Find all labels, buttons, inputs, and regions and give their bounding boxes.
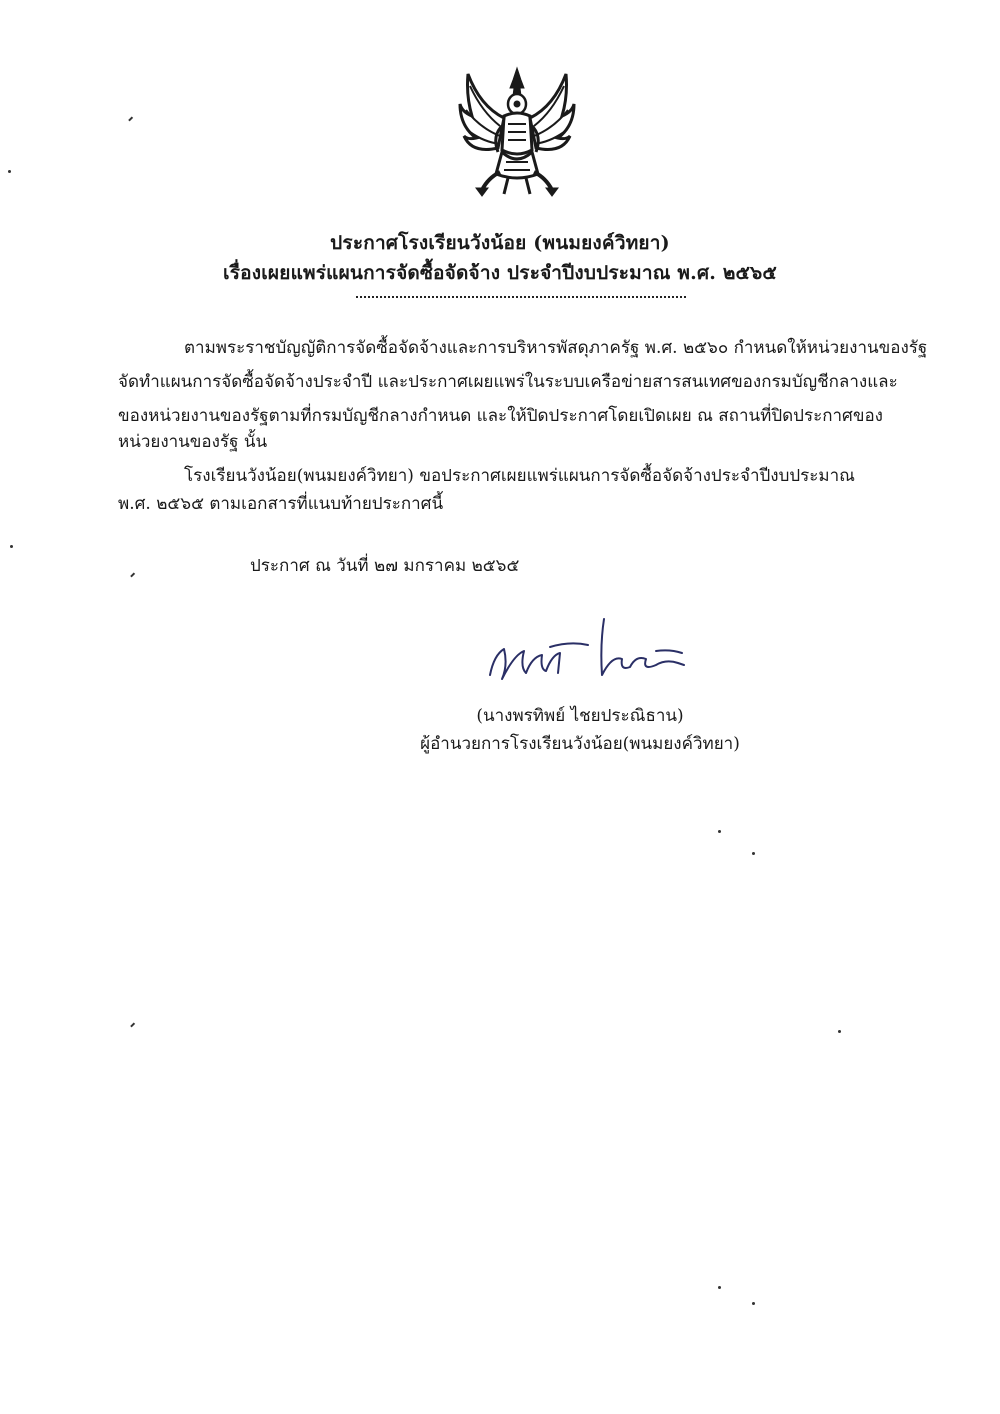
scan-speck [718,1286,721,1289]
announcement-subject: เรื่องเผยแพร่แผนการจัดซื้อจัดจ้าง ประจำปีงบประมาณ พ.ศ. ๒๕๖๕ [223,262,777,284]
handwritten-signature [480,615,695,690]
scan-speck [718,830,721,833]
paragraph-1-line-2: จัดทำแผนการจัดซื้อจัดจ้างประจำปี และประกาศเผยแพร่ในระบบเครือข่ายสารสนเทศของกรมบัญชีกลางและ [118,372,898,392]
paragraph-1-line-3: ของหน่วยงานของรัฐตามที่กรมบัญชีกลางกำหนด และให้ปิดประกาศโดยเปิดเผย ณ สถานที่ปิดประกาศของ [118,406,883,426]
scan-speck [8,170,11,173]
scan-speck [10,545,13,548]
scan-speck [130,572,135,577]
signer-position: ผู้อำนวยการโรงเรียนวังน้อย(พนมยงค์วิทยา) [420,734,740,754]
scan-speck [752,1302,755,1305]
scan-speck [838,1030,841,1033]
announcement-title: ประกาศโรงเรียนวังน้อย (พนมยงค์วิทยา) [330,232,670,254]
paragraph-2-line-1: โรงเรียนวังน้อย(พนมยงค์วิทยา) ขอประกาศเผยแพร่แผนการจัดซื้อจัดจ้างประจำปีงบประมาณ [184,466,855,486]
paragraph-1-line-4: หน่วยงานของรัฐ นั้น [118,432,268,452]
scan-speck [130,1022,135,1027]
title-separator [356,296,686,298]
announcement-date: ประกาศ ณ วันที่ ๒๗ มกราคม ๒๕๖๕ [250,556,520,576]
scan-speck [752,852,755,855]
scan-speck [128,116,133,121]
paragraph-2-line-2: พ.ศ. ๒๕๖๕ ตามเอกสารที่แนบท้ายประกาศนี้ [118,494,444,514]
garuda-emblem-icon [458,66,576,198]
paragraph-1-line-1: ตามพระราชบัญญัติการจัดซื้อจัดจ้างและการบริหารพัสดุภาครัฐ พ.ศ. ๒๕๖๐ กำหนดให้หน่วยงานของรัฐ [184,338,928,358]
signer-name: (นางพรทิพย์ ไชยประณิธาน) [476,706,684,726]
